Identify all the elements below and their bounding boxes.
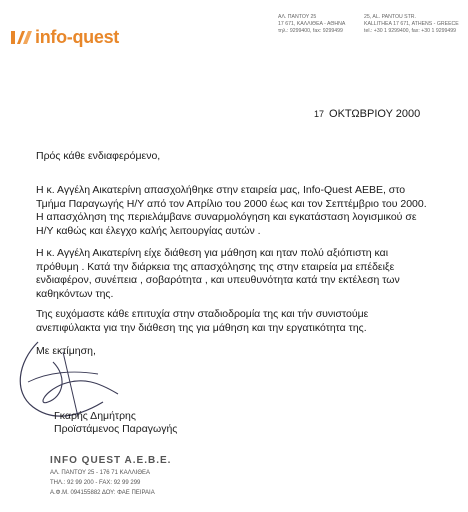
paragraph-line: Η απασχόληση της περιελάμβανε συναρμολόγηση και εγκατάσταση λογισμικού σε: [36, 211, 417, 223]
paragraph-1: [36, 184, 440, 238]
address-line: tel.: +30 1 9299400, fax: +30 1 9299499: [364, 28, 457, 34]
header-address-greek: [278, 14, 345, 35]
paragraph-line: καθηκόντων της.: [36, 287, 114, 300]
letter-date: [314, 108, 420, 120]
paragraph-line: ανεπιφύλακτα για την διάθεση της για μάθηση και την εργατικότητα της.: [36, 321, 367, 334]
address-line: 25, AL. PANTOU STR.: [364, 14, 416, 20]
address-line: τηλ.: 9299400, fax: 9299499: [278, 28, 343, 34]
paragraph-line: Η/Υ καθώς και έλεγχο καλής λειτουργίας αυτών .: [36, 224, 261, 237]
paragraph-2: [36, 247, 440, 301]
closing: Με εκτίμηση,: [36, 345, 96, 357]
signatory-name: Γκαρής Δημήτρης: [54, 410, 136, 422]
paragraph-line: Η κ. Αγγέλη Αικατερίνη είχε διάθεση για μάθηση και ηταν πολύ αξιόπιστη και: [36, 247, 389, 259]
date-day: 17: [314, 109, 325, 119]
paragraph-line: πρόθυμη . Κατά την διάρκεια της απασχόλησης της στην εταιρεία μα επέδειξε: [36, 260, 395, 273]
stamp-address: ΑΛ. ΠΑΝΤΟΥ 25 - 176 71 ΚΑΛΛΙΘΕΑ: [50, 470, 150, 476]
stamp-tax: Α.Φ.Μ. 094155882 ΔΟΥ: ΦΑΕ ΠΕΙΡΑΙΑ: [50, 490, 155, 496]
signatory-title: Προϊστάμενος Παραγωγής: [54, 423, 178, 435]
stamp-company-name: INFO QUEST A.E.B.E.: [50, 455, 172, 466]
paragraph-line: ενδιαφέρον, συνέπεια , σοβαρότητα , και υπευθυνότητα κατά την εκτέλεση των: [36, 274, 400, 286]
salutation: Πρός κάθε ενδιαφερόμενο,: [36, 150, 161, 162]
paragraph-line: Η κ. Αγγέλη Αικατερίνη απασχολήθηκε στην εταιρεία μας, Info-Quest ΑΕΒΕ, στο: [36, 184, 406, 196]
company-stamp: [50, 455, 171, 498]
company-logo: [11, 27, 119, 48]
info-quest-logo-icon: [11, 29, 33, 46]
paragraph-line: Της ευχόμαστε κάθε επιτυχία στην σταδιοδρομία της και τήν συνιστούμε: [36, 308, 369, 320]
stamp-phone: ΤΗΛ.: 92 99 200 - FAX: 92 99 299: [50, 480, 141, 486]
logo-text: info-quest: [35, 27, 119, 47]
address-line: 17 671, ΚΑΛΛΙΘΕΑ - ΑΘΗΝΑ: [278, 21, 346, 27]
address-line: ΑΛ. ΠΑΝΤΟΥ 25: [278, 14, 317, 20]
address-line: KALLITHEA 17 671, ATHENS - GREECE: [364, 21, 459, 27]
date-month-year: ΟΚΤΩΒΡΙΟΥ 2000: [329, 108, 421, 120]
signatory-block: [54, 410, 177, 436]
header-address-english: [364, 14, 459, 35]
paragraph-line: Τμήμα Παραγωγής Η/Υ από τον Απρίλιο του 2000 έως και τον Σεπτέμβριο του 2000.: [36, 197, 427, 210]
